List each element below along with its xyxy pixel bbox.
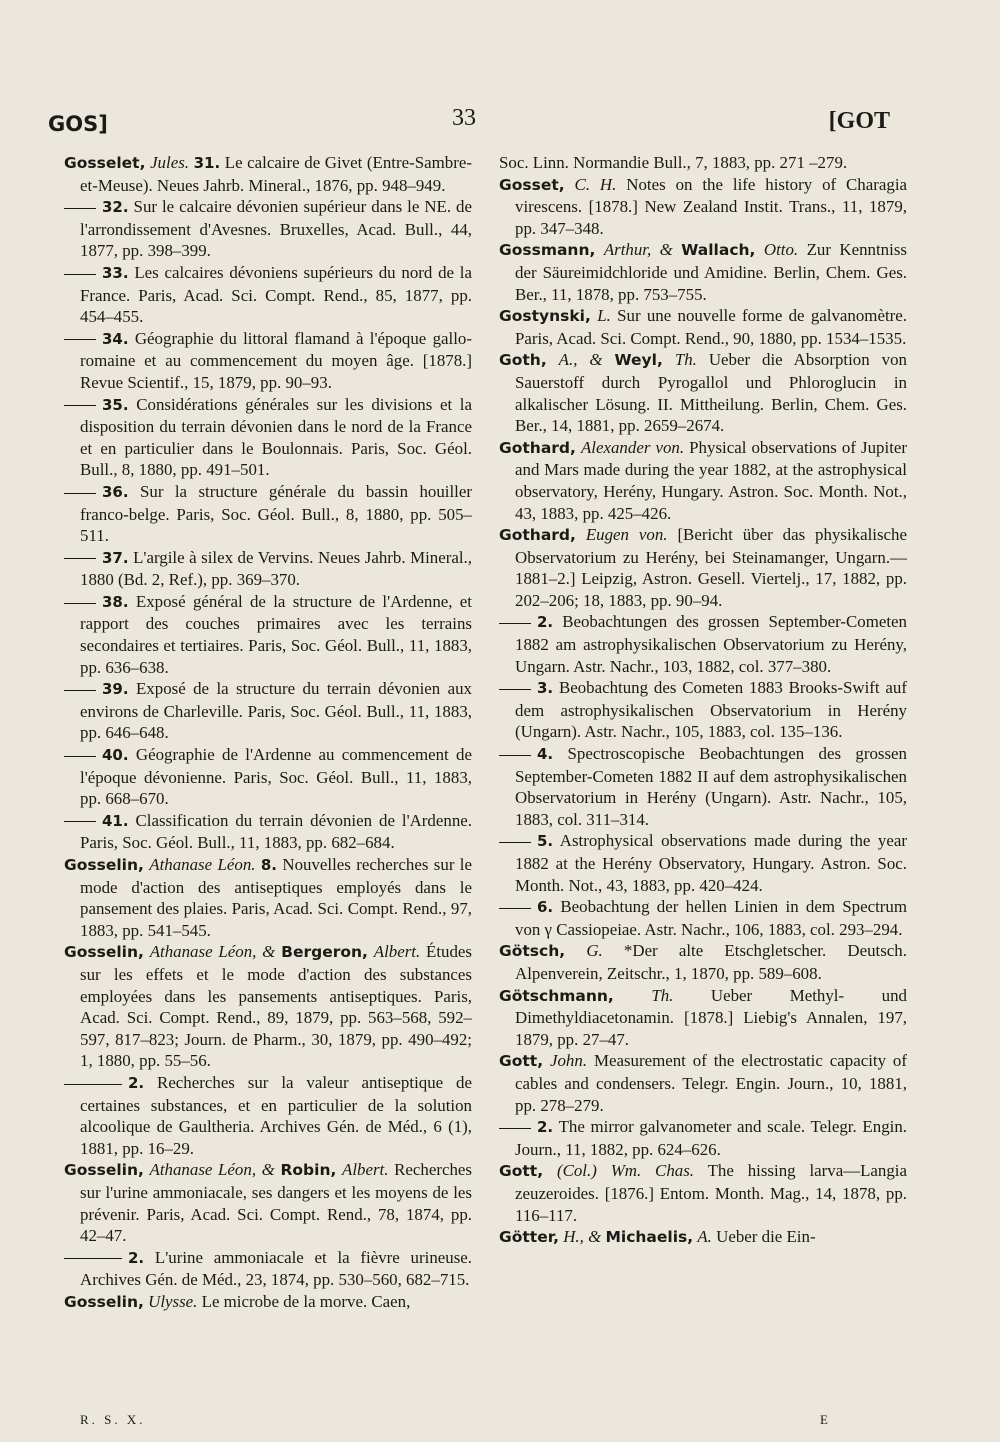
author-name: Goth, — [499, 351, 547, 370]
catalogue-entry — [499, 611, 907, 677]
ditto-dash-double — [64, 1084, 122, 1085]
ditto-dash — [64, 690, 96, 691]
entry-text: L'urine ammoniacale et la fièvre urineuse. Archives Gén. de Méd., 23, 1874, pp. 530–560, 682–715. — [80, 1247, 472, 1290]
entry-text: Beobachtung der hellen Linien in dem Spectrum von γ Cassiopeiae. Astr. Nachr., 106, 1883, col. 293–294. — [515, 897, 907, 939]
ditto-dash — [64, 603, 96, 604]
running-header — [48, 105, 890, 148]
entry-text: Le calcaire de Givet (Entre-Sambre-et-Meuse). Neues Jahrb. Mineral., 1876, pp. 948–949. — [80, 153, 472, 195]
catalogue-entry — [64, 394, 472, 481]
entry-number: 31. — [193, 154, 221, 172]
entry-number: 8. — [260, 856, 278, 874]
catalogue-entry — [499, 743, 907, 830]
ditto-dash — [64, 274, 96, 275]
entry-number: 2. — [128, 1073, 145, 1092]
catalogue-entry — [499, 1050, 907, 1116]
entry-number: 39. — [102, 680, 129, 699]
coauthor-forename: Albert. — [373, 942, 421, 962]
author-forename: John. — [549, 1051, 588, 1071]
entry-number: 5. — [537, 832, 554, 851]
coauthor-name: Weyl, — [614, 351, 663, 370]
author-name: Gosselin, — [64, 943, 144, 962]
catalogue-entry — [499, 174, 907, 240]
entry-text: The mirror galvanometer and scale. Telegr. Engin. Journ., 11, 1882, pp. 624–626. — [515, 1117, 907, 1159]
author-name: Gott, — [499, 1052, 544, 1071]
signature-mark: R. S. X. — [80, 1412, 146, 1427]
catalogue-entry — [499, 940, 907, 984]
entry-text: Recherches sur la valeur antiseptique de certaines substances, et en particulier de la solution alcoolique de Gaultheria. Archives Gén. de Méd., 6 (1), 1881, pp. 16–29. — [80, 1072, 472, 1158]
coauthor-forename: Albert. — [342, 1160, 389, 1180]
entry-number: 41. — [102, 811, 129, 830]
author-forename: Athanase Léon, & — [149, 942, 276, 962]
entry-text: Exposé de la structure du terrain dévonien aux environs de Charleville. Paris, Soc. Géol. Bull., 11, 1883, pp. 646–648. — [80, 679, 472, 743]
coauthor-forename: Th. — [674, 350, 697, 370]
entry-text: Notes on the life history of Charagia virescens. [1878.] New Zealand Instit. Trans., 11, 1879, pp. 347–348. — [515, 174, 908, 238]
entry-number: 2. — [537, 613, 554, 632]
entry-text: Ueber die Absorption von Sauerstoff durch Pyrogallol und Phloroglucin in alkalischer Lösung. II. Mittheilung. Berlin, Chem. Ges. Ber., 14, 1881, pp. 2659–2674. — [515, 350, 907, 436]
catalogue-entry — [64, 854, 472, 941]
coauthor-forename: Otto. — [763, 240, 799, 260]
ditto-dash — [64, 821, 96, 822]
ditto-dash — [64, 558, 96, 559]
author-name: Gothard, — [499, 438, 576, 457]
catalogue-entry — [499, 830, 907, 896]
author-name: Gossmann, — [499, 241, 596, 260]
catalogue-entry — [64, 678, 472, 744]
ditto-dash — [64, 756, 96, 757]
catalogue-entry — [64, 591, 472, 678]
catalogue-entry — [499, 896, 907, 940]
entry-text: Physical observations of Jupiter and Mars made during the year 1882, at the astrophysical observatory, Herény, Hungary. Astron. Soc. Month. Not., 43, 1883, pp. 425–426. — [515, 437, 908, 523]
author-forename: H., & — [563, 1227, 602, 1247]
catalogue-entry — [64, 1247, 472, 1291]
entry-number: 40. — [102, 746, 129, 765]
entry-number: 34. — [102, 329, 129, 348]
author-name: Gosselin, — [64, 856, 144, 874]
catalogue-entry — [499, 305, 907, 349]
catalogue-entry — [499, 524, 907, 611]
entry-text: Sur une nouvelle forme de galvanomètre. Paris, Acad. Sci. Compt. Rend., 90, 1880, pp. 1534–1535. — [515, 306, 907, 348]
catalogue-entry — [64, 810, 472, 854]
catalogue-entry — [499, 349, 907, 436]
author-forename: Eugen von. — [585, 525, 668, 545]
author-name: Götsch, — [499, 942, 566, 961]
entry-text: Beobachtungen des grossen September-Cometen 1882 am astrophysikalischen Observatorium zu Herény, Ungarn. Astr. Nachr., 103, 1882, col. 377–380. — [515, 612, 907, 676]
author-forename: Athanase Léon, & — [149, 1160, 275, 1180]
author-name: Gothard, — [499, 526, 576, 545]
author-name: Götschmann, — [499, 986, 614, 1005]
author-forename: Alexander von. — [580, 437, 685, 457]
author-forename: G. — [586, 941, 603, 961]
ditto-dash — [499, 755, 531, 756]
entry-text: *Der alte Etschgletscher. Deutsch. Alpenverein, Zeitschr., 1, 1870, pp. 589–608. — [515, 941, 907, 983]
entry-number: 6. — [537, 898, 554, 917]
header-right: [GOT — [828, 108, 890, 134]
entry-text: Géographie de l'Ardenne au commencement de l'époque dévonienne. Paris, Soc. Géol. Bull., 11, 1883, pp. 668–670. — [80, 745, 472, 809]
catalogue-entry — [499, 677, 907, 743]
author-forename: C. H. — [574, 174, 617, 194]
catalogue-entry — [64, 481, 472, 547]
entry-number: 37. — [102, 548, 129, 567]
entry-number: 35. — [102, 395, 129, 414]
author-name: Gostynski, — [499, 307, 591, 326]
entry-text: Sur la structure générale du bassin houiller franco-belge. Paris, Soc. Géol. Bull., 8, 1880, pp. 505–511. — [80, 481, 472, 546]
entry-number: 38. — [102, 592, 129, 611]
author-forename: Arthur, & — [603, 240, 673, 260]
author-name: Gosselin, — [64, 1292, 144, 1311]
coauthor-name: Michaelis, — [605, 1228, 694, 1247]
entry-text: Ueber die Ein- — [716, 1227, 816, 1247]
header-left: GOS] — [48, 112, 108, 136]
coauthor-forename: A. — [697, 1227, 712, 1247]
catalogue-entry — [64, 1072, 472, 1159]
entry-number: 3. — [537, 679, 554, 698]
entry-text: Ueber Methyl- und Dimethyldiacetonamin. [1878.] Liebig's Annalen, 197, 1879, pp. 27–47. — [515, 985, 907, 1049]
page-number: 33 — [452, 105, 476, 131]
author-forename: Jules. — [150, 153, 189, 172]
ditto-dash — [499, 689, 531, 690]
entry-text: [Bericht über das physikalische Observatorium zu Herény, bei Steinamanger, Ungarn.—1881–2.] Leipzig, Astron. Gesell. Viertelj., 17, 1882, pp. 202–206; 18, 1883, pp. 90–94. — [515, 525, 907, 610]
ditto-dash — [499, 908, 531, 909]
left-column — [64, 152, 472, 1313]
catalogue-entry — [499, 239, 907, 305]
coauthor-name: Wallach, — [681, 241, 756, 260]
entry-text: Les calcaires dévoniens supérieurs du nord de la France. Paris, Acad. Sci. Compt. Rend., 85, 1877, pp. 454–455. — [80, 262, 472, 327]
entry-text: Géographie du littoral flamand à l'époque gallo-romaine et au commencement du moyen âge. [1878.] Revue Scientif., 15, 1879, pp. 90–93. — [80, 328, 472, 392]
signature-letter: E — [820, 1412, 828, 1427]
author-name: Gosselet, — [64, 154, 146, 172]
author-name: Götter, — [499, 1228, 559, 1247]
author-forename: A., & — [558, 350, 603, 370]
coauthor-name: Bergeron, — [281, 943, 368, 962]
entry-text: Classification du terrain dévonien de l'Ardenne. Paris, Soc. Géol. Bull., 11, 1883, pp. 682–684. — [80, 810, 472, 853]
catalogue-entry — [64, 1291, 472, 1314]
catalogue-entry — [64, 941, 472, 1072]
author-name: Gosset, — [499, 175, 565, 194]
author-forename: Ulysse. — [148, 1291, 198, 1311]
ditto-dash — [64, 493, 96, 494]
entry-number: 2. — [537, 1118, 554, 1137]
ditto-dash — [64, 339, 96, 340]
entry-text: Considérations générales sur les divisions et la disposition du terrain dévonien dans le nord de la France et en particulier dans le Boulonnais. Paris, Soc. Géol. Bull., 8, 1880, pp. 491–501. — [80, 394, 472, 480]
author-forename: (Col.) Wm. Chas. — [556, 1161, 695, 1181]
author-name: Gosselin, — [64, 1161, 144, 1180]
entry-text: Recherches sur l'urine ammoniacale, ses dangers et les moyens de les prévenir. Paris, Acad. Sci. Compt. Rend., 78, 1874, pp. 42–47. — [80, 1160, 472, 1246]
entry-number: 2. — [128, 1248, 145, 1267]
coauthor-name: Robin, — [280, 1161, 337, 1180]
catalogue-entry — [499, 1116, 907, 1160]
catalogue-entry — [64, 152, 472, 196]
catalogue-entry — [64, 1159, 472, 1246]
catalogue-entry — [499, 152, 907, 174]
entry-text: Beobachtung des Cometen 1883 Brooks-Swift auf dem astrophysikalischen Observatorium in Herény (Ungarn). Astr. Nachr., 105, 1883, col. 135–136. — [515, 678, 907, 742]
catalogue-entry — [499, 1226, 907, 1249]
entry-text: Spectroscopische Beobachtungen des grossen September-Cometen 1882 II auf dem astrophysikalischen Observatorium in Herény (Ungarn). Astr. Nachr., 105, 1883, col. 311–314. — [515, 744, 907, 829]
entry-text: The hissing larva—Langia zeuzeroides. [1876.] Entom. Month. Mag., 14, 1878, pp. 116–117. — [515, 1161, 907, 1225]
catalogue-entry — [499, 1160, 907, 1226]
entry-text: Le microbe de la morve. Caen, — [201, 1291, 411, 1311]
catalogue-entry — [64, 547, 472, 591]
ditto-dash — [64, 208, 96, 209]
ditto-dash — [64, 405, 96, 406]
entry-text: L'argile à silex de Vervins. Neues Jahrb. Mineral., 1880 (Bd. 2, Ref.), pp. 369–370. — [80, 547, 472, 590]
right-column — [499, 152, 907, 1249]
catalogue-entry — [64, 744, 472, 810]
entry-text: Zur Kenntniss der Säureimidchloride und Amidine. Berlin, Chem. Ges. Ber., 11, 1878, pp. 753–755. — [515, 240, 907, 304]
entry-number: 32. — [102, 198, 129, 217]
catalogue-entry — [64, 262, 472, 328]
entry-text: Soc. Linn. Normandie Bull., 7, 1883, pp. 271 –279. — [499, 153, 848, 172]
entry-text: Études sur les effets et le mode d'action des substances employées dans les pansements antiseptiques. Paris, Acad. Sci. Compt. Rend., 89, 1879, pp. 563–568, 592–597, 817–823; Journ. de Pharm., 30, 1879, pp. 490–492; 1, 1880, pp. 55–56. — [80, 942, 472, 1071]
entry-text: Sur le calcaire dévonien supérieur dans le NE. de l'arrondissement d'Avesnes. Bruxelles, Acad. Bull., 44, 1877, pp. 398–399. — [80, 197, 472, 261]
ditto-dash — [499, 623, 531, 624]
catalogue-entry — [499, 437, 907, 524]
ditto-dash — [499, 1128, 531, 1129]
entry-text: Exposé général de la structure de l'Ardenne, et rapport des couches primaires avec les terrains secondaires et tertiaires. Paris, Soc. Géol. Bull., 11, 1883, pp. 636–638. — [80, 591, 472, 677]
author-name: Gott, — [499, 1162, 544, 1181]
entry-text: Measurement of the electrostatic capacity of cables and condensers. Telegr. Engin. Journ., 10, 1881, pp. 278–279. — [515, 1051, 907, 1115]
author-forename: Athanase Léon. — [149, 855, 256, 874]
entry-number: 33. — [102, 263, 129, 282]
catalogue-entry — [64, 196, 472, 262]
ditto-dash — [499, 842, 531, 843]
entry-text: Nouvelles recherches sur le mode d'action des antiseptiques employés dans le pansement des plaies. Paris, Acad. Sci. Compt. Rend., 97, 1883, pp. 541–545. — [80, 855, 472, 940]
entry-number: 36. — [102, 482, 129, 501]
entry-number: 4. — [537, 745, 554, 764]
entry-text: Astrophysical observations made during the year 1882 at the Herény Observatory, Hungary. Astron. Soc. Month. Not., 43, 1883, pp. 420–424. — [515, 831, 907, 895]
author-forename: L. — [597, 306, 611, 326]
author-forename: Th. — [651, 985, 674, 1005]
catalogue-entry — [64, 328, 472, 394]
catalogue-entry — [499, 985, 907, 1051]
ditto-dash-double — [64, 1258, 122, 1259]
